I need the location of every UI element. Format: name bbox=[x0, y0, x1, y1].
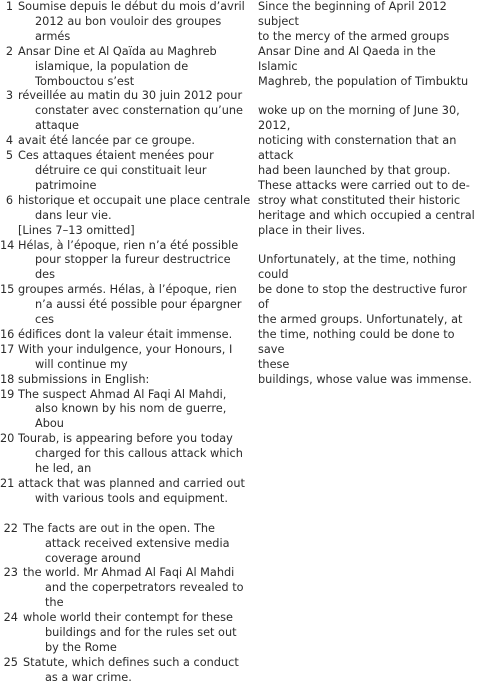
translation-line: buildings, whose value was immense. bbox=[258, 372, 472, 386]
line-text: Ces attaques étaient menées pour détruire ce qui constituait leur patrimoine bbox=[18, 149, 214, 192]
transcript-line bbox=[0, 432, 252, 477]
line-number: 5 bbox=[5, 149, 13, 163]
paragraph-gap bbox=[258, 89, 476, 104]
translation-line: Unfortunately, at the time, nothing could bbox=[258, 253, 456, 282]
line-text: Soumise depuis le début du mois d’avril 2012 au bon vouloir des groupes armés bbox=[18, 0, 245, 43]
translation-paragraph-2 bbox=[258, 104, 476, 179]
right-column-translation bbox=[258, 0, 476, 388]
translation-line: These attacks were carried out to de- bbox=[258, 178, 470, 192]
translation-line: heritage and which occupied a central bbox=[258, 208, 475, 222]
line-number: 18 bbox=[0, 372, 15, 386]
line-number: 25 bbox=[3, 655, 18, 669]
line-text: The suspect Ahmad Al Faqi Al Mahdi, also known by his nom de guerre, Abou bbox=[18, 387, 227, 431]
translation-line: to the mercy of the armed groups bbox=[258, 29, 450, 43]
transcript-line bbox=[0, 149, 252, 194]
transcript-line bbox=[0, 343, 252, 373]
line-text: whole world their contempt for these buildings and for the rules set out by the Rome bbox=[23, 611, 237, 654]
line-number: 15 bbox=[0, 283, 15, 297]
line-number: 24 bbox=[3, 611, 18, 625]
line-number: 4 bbox=[5, 134, 13, 148]
line-text: groupes armés. Hélas, à l’époque, rien n’a aussi été possible pour épargner ces bbox=[18, 283, 242, 327]
transcript-line bbox=[0, 477, 252, 507]
transcript-line bbox=[0, 373, 252, 388]
translation-line: woke up on the morning of June 30, 2012, bbox=[258, 104, 460, 133]
line-text: submissions in English: bbox=[18, 372, 150, 386]
paragraph-gap bbox=[258, 238, 476, 253]
transcript-line bbox=[0, 239, 252, 284]
line-text: historique et occupait une place centrale dans leur vie. bbox=[18, 193, 251, 222]
line-number: 14 bbox=[0, 238, 15, 252]
translation-paragraph-3 bbox=[258, 179, 476, 239]
translation-line: had been launched by that group. bbox=[258, 163, 451, 177]
line-text: Hélas, à l’époque, rien n’a été possible pour stopper la fureur destructrice des bbox=[18, 238, 239, 282]
line-number: 23 bbox=[3, 566, 18, 580]
transcript-line bbox=[0, 328, 252, 343]
line-text: The facts are out in the open. The attack received extensive media coverage around bbox=[23, 521, 230, 565]
translation-line: be done to stop the destructive furor of bbox=[258, 283, 467, 312]
left-lines-bottom bbox=[0, 522, 252, 686]
omitted-lines-note: [Lines 7–13 omitted] bbox=[18, 223, 135, 237]
translation-line: Since the beginning of April 2012 subject bbox=[258, 0, 447, 28]
line-number: 1 bbox=[5, 0, 13, 13]
line-number: 6 bbox=[5, 193, 13, 207]
transcript-line bbox=[0, 388, 252, 433]
translation-line: Maghreb, the population of Timbuktu bbox=[258, 74, 469, 88]
translation-line: attack bbox=[258, 149, 294, 163]
translation-line: stroy what constituted their historic bbox=[258, 193, 461, 207]
line-text: avait été lancée par ce groupe. bbox=[18, 134, 195, 148]
line-text: édifices dont la valeur était immense. bbox=[18, 327, 233, 341]
translation-line: these bbox=[258, 357, 290, 371]
translation-paragraph-4 bbox=[258, 253, 476, 387]
translation-line: the armed groups. Unfortunately, at bbox=[258, 313, 463, 326]
transcript-line bbox=[0, 194, 252, 224]
line-number: 22 bbox=[3, 521, 18, 535]
line-number: 2 bbox=[5, 44, 13, 58]
line-text: réveillée au matin du 30 juin 2012 pour constater avec consternation qu’une attaque bbox=[18, 89, 243, 133]
transcript-line bbox=[0, 134, 252, 149]
transcript-line bbox=[0, 566, 252, 611]
line-number: 17 bbox=[0, 342, 15, 356]
line-text: Tourab, is appearing before you today charged for this callous attack which he led, an bbox=[18, 432, 243, 476]
transcript-line bbox=[0, 89, 252, 134]
transcript-line bbox=[0, 283, 252, 328]
translation-line: Ansar Dine and Al Qaeda in the Islamic bbox=[258, 44, 436, 73]
translation-line: place in their lives. bbox=[258, 223, 366, 237]
translation-line: noticing with consternation that an bbox=[258, 134, 457, 148]
line-text: Ansar Dine et Al Qaïda au Maghreb islamique, la population de Tombouctou s’est bbox=[18, 44, 217, 88]
line-number: 20 bbox=[0, 432, 15, 446]
transcript-line bbox=[0, 656, 252, 686]
line-text: the world. Mr Ahmad Al Faqi Al Mahdi and the coperpetrators revealed to the bbox=[23, 566, 244, 610]
translation-paragraph-1 bbox=[258, 0, 476, 89]
translation-line: the time, nothing could be done to save bbox=[258, 327, 455, 356]
line-text: attack that was planned and carried out with various tools and equipment. bbox=[18, 477, 245, 505]
line-text: With your indulgence, your Honours, I will continue my bbox=[18, 342, 233, 371]
transcript-line bbox=[0, 522, 252, 567]
transcript-line bbox=[0, 0, 252, 45]
left-lines-middle bbox=[0, 239, 252, 507]
line-number: 19 bbox=[0, 387, 15, 401]
section-gap bbox=[0, 507, 252, 522]
transcript-line bbox=[0, 45, 252, 90]
left-lines-top bbox=[0, 0, 252, 224]
line-number: 3 bbox=[5, 89, 13, 103]
line-number: 21 bbox=[0, 477, 15, 490]
line-text: Statute, which defines such a conduct as a war crime. bbox=[23, 655, 239, 684]
line-number: 16 bbox=[0, 327, 15, 341]
